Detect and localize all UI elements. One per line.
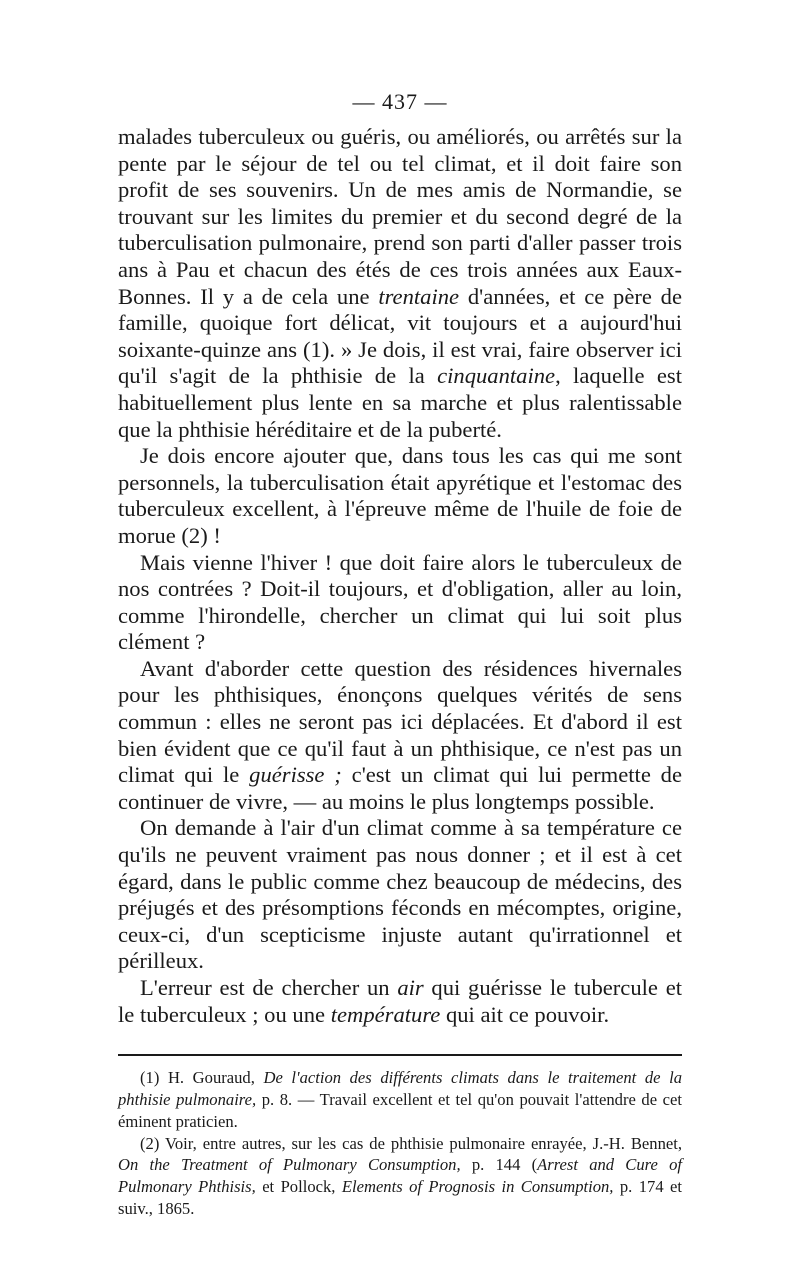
footnote-2-italic-title-1: On the Treatment of Pulmonary Consumption,	[118, 1155, 461, 1175]
paragraph-6-italic-air: air	[397, 975, 424, 1000]
paragraph-6-italic-temperature: température	[330, 1001, 441, 1027]
paragraph-1	[118, 124, 682, 443]
paragraph-1-text-c: , laquelle est habituellement plus lente en sa marche et plus ralentissable que la phthisie héréditaire et de la puberté.	[118, 363, 682, 442]
footnote-2-text-a: (2) Voir, entre autres, sur les cas de phthisie pulmonaire enrayée, J.-H. Bennet,	[140, 1133, 682, 1153]
paragraph-4-text-a: Avant d'aborder cette question des résidences hivernales pour les phthisiques, énonçons quelques vérités de sens commun : elles ne seront pas ici déplacées. Et d'abord il est bien évident que ce qu'il faut à un phthisique, ce n'est pas un climat qui le	[118, 655, 682, 788]
footnote-divider	[118, 1054, 682, 1056]
page-number: — 437 —	[352, 89, 448, 114]
book-page	[118, 84, 682, 1220]
footnote-2-italic-title-3: Elements of Prognosis in Consumption,	[341, 1177, 614, 1197]
paragraph-6	[118, 975, 682, 1028]
footnotes	[118, 1067, 682, 1220]
footnote-1-italic-title: De l'action des différents climats dans le traitement de la phthisie pulmonaire,	[118, 1068, 682, 1109]
paragraph-5: On demande à l'air d'un climat comme à sa température ce qu'ils ne peuvent vraiment pas nous donner ; et il est à cet égard, dans le public comme chez beaucoup de médecins, des préjugés et des présomptions féconds en mécomptes, origine, ceux-ci, d'un scepticisme injuste autant qu'irrationnel et périlleux.	[118, 815, 682, 974]
paragraph-2: Je dois encore ajouter que, dans tous les cas qui me sont personnels, la tuberculisation était apyrétique et l'estomac des tuberculeux excellent, à l'épreuve même de l'huile de foie de morue (2) !	[118, 443, 682, 548]
paragraph-6-text-c: qui ait ce pouvoir.	[440, 1001, 610, 1027]
footnote-2-text-d: p. 174 et suiv., 1865.	[118, 1177, 683, 1218]
body-text	[118, 124, 682, 1028]
paragraph-1-text-b: d'années, et ce père de famille, quoique fort délicat, vit toujours et a aujourd'hui soixante-quinze ans (1). » Je dois, il est vrai, faire observer ici qu'il s'agit de la phthisie de la	[118, 283, 683, 389]
paragraph-1-text-a: malades tuberculeux ou guéris, ou améliorés, ou arrêtés sur la pente par le séjour de tel ou tel climat, et il doit faire son profit de ses souvenirs. Un de mes amis de Normandie, se trouvant sur les limites du premier et du second degré de la tuberculisation pulmonaire, prend son parti d'aller passer trois ans à Pau et chacun des étés de ces trois années aux Eaux-Bonnes. Il y a de cela une	[118, 124, 682, 309]
paragraph-6-text-b: qui guérisse le tubercule et le tuberculeux ; ou une	[118, 975, 682, 1027]
paragraph-4-italic-guerisse: guérisse ;	[249, 762, 342, 788]
footnote-1-text-a: (1) H. Gouraud,	[140, 1068, 264, 1088]
footnote-2-italic-title-2: Arrest and Cure of Pulmonary Phthisis,	[118, 1155, 682, 1197]
footnote-2	[118, 1133, 682, 1220]
footnote-2-text-c: et Pollock,	[255, 1177, 342, 1197]
paragraph-1-italic-trentaine: trentaine	[378, 283, 460, 309]
paragraph-6-text-a: L'erreur est de chercher un	[140, 975, 398, 1000]
footnote-1	[118, 1067, 682, 1132]
paragraph-4	[118, 656, 682, 816]
paragraph-4-text-b: c'est un climat qui lui permette de continuer de vivre, — au moins le plus longtemps possible.	[118, 762, 683, 814]
footnote-2-text-b: p. 144 (	[460, 1155, 538, 1175]
footnote-1-text-b: p. 8. — Travail excellent et tel qu'on pouvait l'attendre de cet éminent praticien.	[118, 1089, 682, 1131]
paragraph-1-italic-cinquantaine: cinquantaine	[437, 363, 556, 389]
paragraph-3: Mais vienne l'hiver ! que doit faire alors le tuberculeux de nos contrées ? Doit-il toujours, et d'obligation, aller au loin, comme l'hirondelle, chercher un climat qui lui soit plus clément ?	[118, 549, 682, 655]
